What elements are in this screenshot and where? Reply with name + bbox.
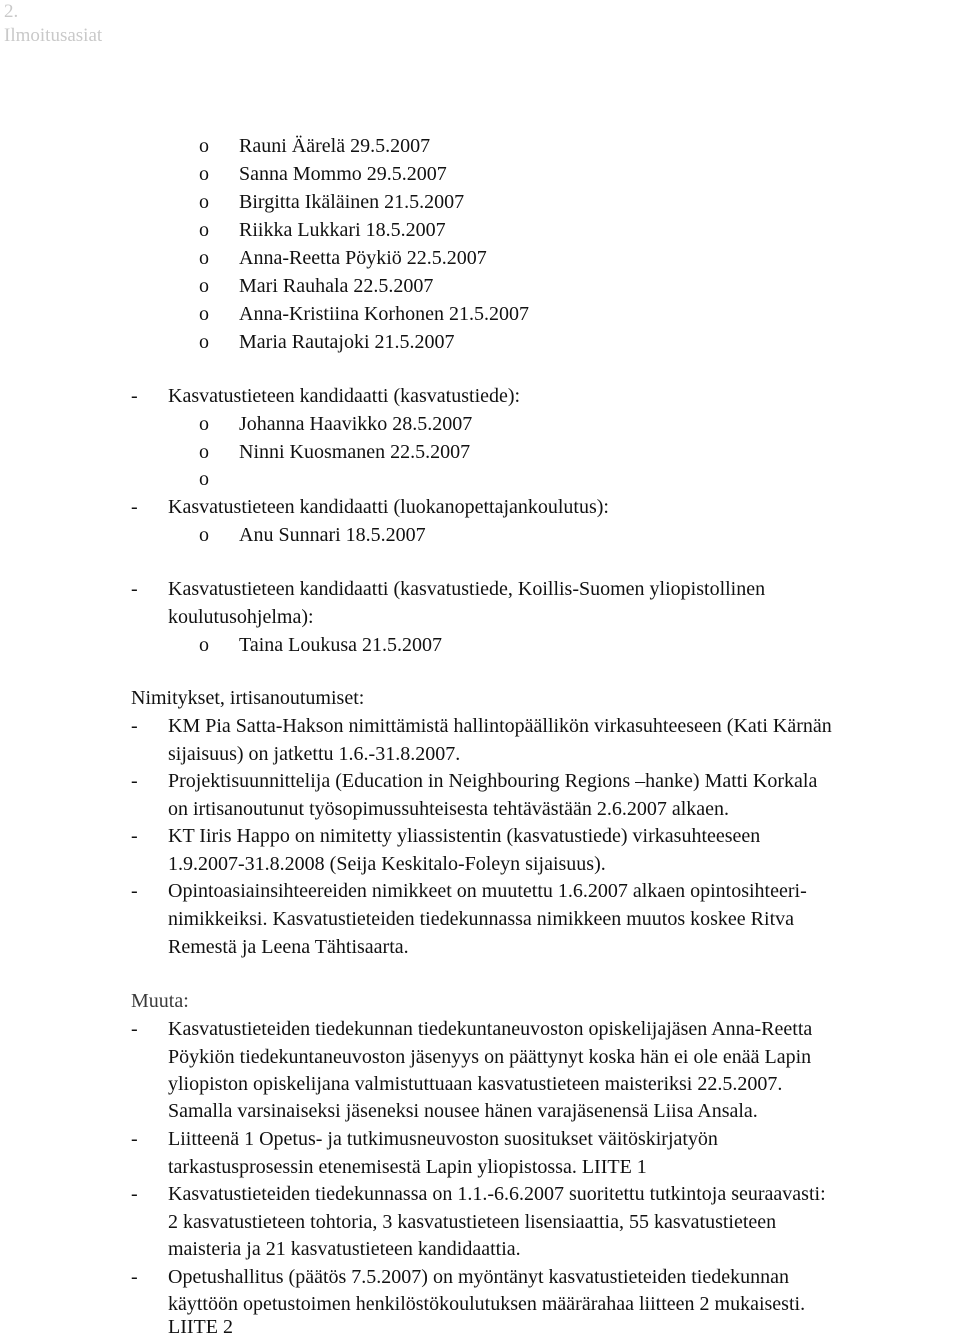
bullet-marker: o <box>199 247 209 269</box>
paragraph-line: tarkastusprosessin etenemisestä Lapin yliopistossa. LIITE 1 <box>168 1156 647 1178</box>
paragraph-line: sijaisuus) on jatkettu 1.6.-31.8.2007. <box>168 743 461 765</box>
paragraph-line: Remestä ja Leena Tähtisaarta. <box>168 936 409 958</box>
bullet-marker: o <box>199 441 209 463</box>
dash-marker: - <box>131 578 138 600</box>
dash-marker: - <box>131 880 138 902</box>
dash-marker: - <box>131 825 138 847</box>
paragraph-line: Opintoasiainsihteereiden nimikkeet on muutettu 1.6.2007 alkaen opintosihteeri- <box>168 880 807 902</box>
list-item: Taina Loukusa 21.5.2007 <box>239 634 443 656</box>
appointments-title: Nimitykset, irtisanoutumiset: <box>131 687 365 709</box>
paragraph-line: Kasvatustieteiden tiedekunnan tiedekuntaneuvoston opiskelijajäsen Anna-Reetta <box>168 1018 813 1040</box>
paragraph-line: Kasvatustieteiden tiedekunnassa on 1.1.-6.6.2007 suoritettu tutkintoja seuraavasti: <box>168 1183 826 1205</box>
dash-marker: - <box>131 1018 138 1040</box>
bullet-marker: o <box>199 163 209 185</box>
paragraph-line: Projektisuunnittelija (Education in Neighbouring Regions –hanke) Matti Korkala <box>168 770 818 792</box>
section-title-line: koulutusohjelma): <box>168 606 314 628</box>
section-title: Kasvatustieteen kandidaatti (kasvatustiede): <box>168 385 521 407</box>
paragraph-line: LIITE 2 <box>168 1316 233 1338</box>
list-item: Anna-Reetta Pöykiö 22.5.2007 <box>239 247 487 269</box>
other-title: Muuta: <box>131 990 189 1012</box>
paragraph-line: KM Pia Satta-Hakson nimittämistä hallintopäällikön virkasuhteeseen (Kati Kärnän <box>168 715 832 737</box>
section-title-line: Kasvatustieteen kandidaatti (kasvatustiede, Koillis-Suomen yliopistollinen <box>168 578 766 600</box>
paragraph-line: nimikkeiksi. Kasvatustieteiden tiedekunnassa nimikkeen muutos koskee Ritva <box>168 908 794 930</box>
bullet-marker: o <box>199 135 209 157</box>
bullet-marker: o <box>199 303 209 325</box>
paragraph-line: yliopiston opiskelijana valmistuttuaan kasvatustieteen maisteriksi 22.5.2007. <box>168 1073 783 1095</box>
bullet-marker: o <box>199 634 209 656</box>
paragraph-line: Liitteenä 1 Opetus- ja tutkimusneuvoston suositukset väitöskirjatyön <box>168 1128 718 1150</box>
paragraph-line: 1.9.2007-31.8.2008 (Seija Keskitalo-Foleyn sijaisuus). <box>168 853 606 875</box>
bullet-marker: o <box>199 275 209 297</box>
paragraph-line: 2 kasvatustieteen tohtoria, 3 kasvatustieteen lisensiaattia, 55 kasvatustieteen <box>168 1211 777 1233</box>
section-title: Kasvatustieteen kandidaatti (luokanopettajankoulutus): <box>168 496 609 518</box>
dash-marker: - <box>131 770 138 792</box>
paragraph-line: Samalla varsinaiseksi jäseneksi nousee hänen varajäsenensä Liisa Ansala. <box>168 1100 758 1122</box>
list-item: Maria Rautajoki 21.5.2007 <box>239 331 455 353</box>
list-item: Ninni Kuosmanen 22.5.2007 <box>239 441 471 463</box>
section-heading <box>4 0 102 48</box>
list-item: Birgitta Ikäläinen 21.5.2007 <box>239 191 465 213</box>
list-item: Anna-Kristiina Korhonen 21.5.2007 <box>239 303 529 325</box>
list-item: Sanna Mommo 29.5.2007 <box>239 163 447 185</box>
paragraph-line: Opetushallitus (päätös 7.5.2007) on myöntänyt kasvatustieteiden tiedekunnan <box>168 1266 789 1288</box>
bullet-marker: o <box>199 468 209 490</box>
dash-marker: - <box>131 1128 138 1150</box>
list-item: Rauni Äärelä 29.5.2007 <box>239 135 431 157</box>
section-number: 2. <box>4 1 19 22</box>
bullet-marker: o <box>199 331 209 353</box>
dash-marker: - <box>131 1266 138 1288</box>
paragraph-line: käyttöön opetustoimen henkilöstökoulutuksen määrärahaa liitteen 2 mukaisesti. <box>168 1293 806 1315</box>
dash-marker: - <box>131 496 138 518</box>
list-item: Anu Sunnari 18.5.2007 <box>239 524 426 546</box>
list-item: Mari Rauhala 22.5.2007 <box>239 275 434 297</box>
dash-marker: - <box>131 1183 138 1205</box>
dash-marker: - <box>131 715 138 737</box>
bullet-marker: o <box>199 219 209 241</box>
dash-marker: - <box>131 385 138 407</box>
paragraph-line: on irtisanoutunut työsopimussuhteisesta tehtävästään 2.6.2007 alkaen. <box>168 798 730 820</box>
paragraph-line: Pöykiön tiedekuntaneuvoston jäsenyys on päättynyt koska hän ei ole enää Lapin <box>168 1046 812 1068</box>
section-title: Ilmoitusasiat <box>4 25 103 46</box>
list-item: Johanna Haavikko 28.5.2007 <box>239 413 473 435</box>
paragraph-line: KT Iiris Happo on nimitetty yliassistentin (kasvatustiede) virkasuhteeseen <box>168 825 761 847</box>
bullet-marker: o <box>199 413 209 435</box>
list-item: Riikka Lukkari 18.5.2007 <box>239 219 446 241</box>
bullet-marker: o <box>199 191 209 213</box>
paragraph-line: maisteria ja 21 kasvatustieteen kandidaattia. <box>168 1238 521 1260</box>
bullet-marker: o <box>199 524 209 546</box>
